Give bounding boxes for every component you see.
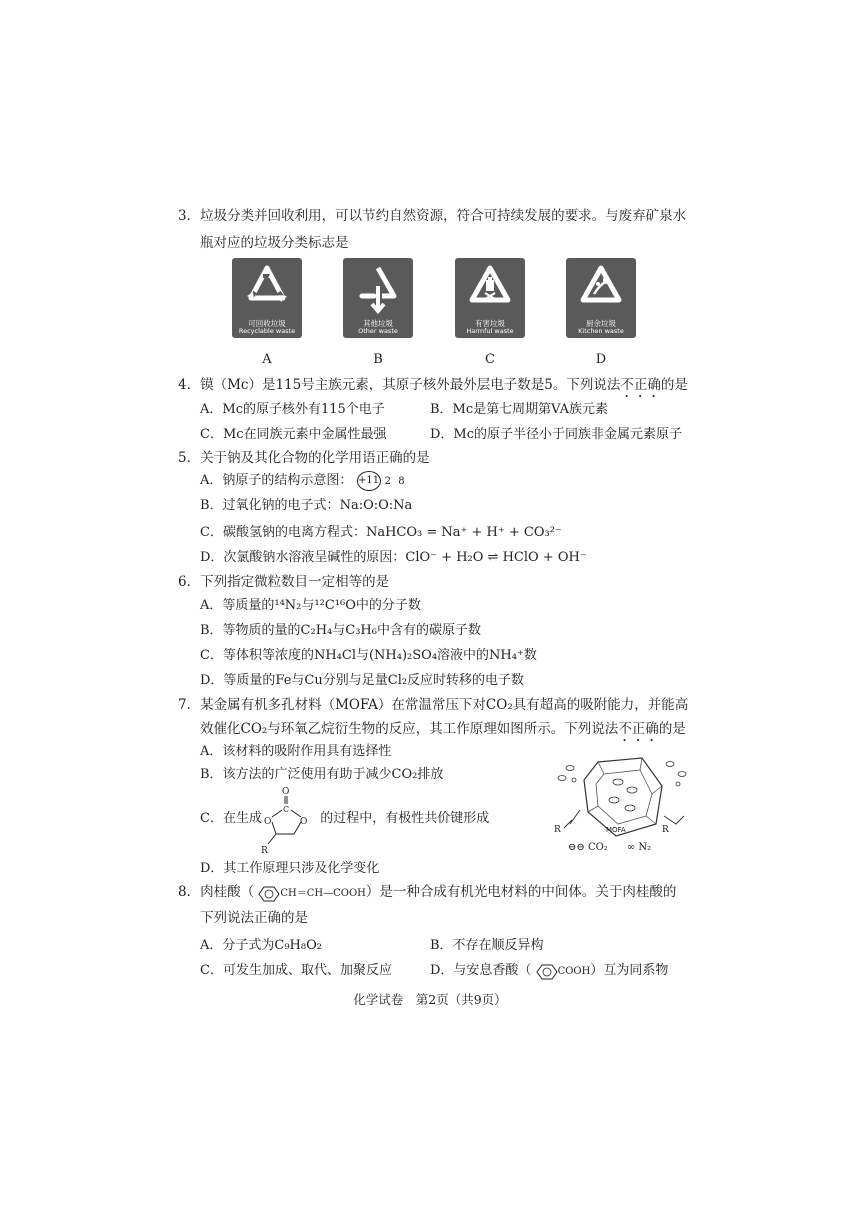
- q7-option-a: A．该材料的吸附作用具有选择性: [200, 744, 392, 759]
- legend-n2-label: N₂: [638, 842, 652, 853]
- benzene-ring-icon: [536, 964, 558, 978]
- q4-option-d: D．Mc的原子半径小于同族非金属元素原子: [430, 427, 683, 442]
- sign-label-en: Kitchen waste: [578, 327, 624, 335]
- q4-stem-tail: 的是: [660, 377, 688, 393]
- q6-option-b: B．等物质的量的C₂H₄与C₃H₆中含有的碳原子数: [200, 623, 481, 638]
- benzoic-acid-group: COOH: [557, 966, 591, 977]
- n2-molecule-icon: ∞: [626, 842, 636, 853]
- r-group-label: R: [261, 846, 268, 856]
- sign-label-en: Harmful waste: [466, 327, 514, 335]
- q8-option-d-pre: D．与安息香酸（: [430, 963, 532, 978]
- q5-option-a: [200, 470, 407, 493]
- mofa-label: MOFA: [606, 826, 626, 834]
- kitchen-waste-icon: [577, 264, 625, 314]
- sign-recyclable: [232, 258, 302, 338]
- q8-stem-line2: 下列说法正确的是: [200, 910, 308, 926]
- svg-text:C: C: [283, 805, 290, 814]
- q5-option-b-text: B．过氧化钠的电子式：: [200, 498, 340, 513]
- benzene-ring-icon: [258, 886, 280, 900]
- sign-harmful: [455, 258, 525, 338]
- r-left-label: R: [554, 825, 561, 835]
- q4-stem-text: 4．镆（Mc）是115号主族元素，其原子核外最外层电子数是5。下列说法: [178, 377, 621, 393]
- q8-stem-line1: [178, 880, 676, 906]
- recycle-icon: [243, 264, 291, 314]
- r-right-label: R: [662, 825, 669, 835]
- sign-label-en: Other waste: [358, 327, 398, 335]
- q8-option-d: [430, 960, 668, 983]
- q8-option-c: C．可发生加成、取代、加聚反应: [200, 963, 392, 978]
- q8-option-b: B．不存在顺反异构: [430, 938, 544, 953]
- svg-text:O: O: [300, 817, 308, 827]
- electron-formula: Na:O:O:Na: [339, 498, 413, 513]
- q7-emphasis: 不正确: [618, 721, 659, 737]
- q7-stem-line1: 7．某金属有机多孔材料（MOFA）在常温常压下对CO₂具有超高的吸附能力，并能高: [178, 697, 689, 713]
- q4-option-c: C．Mc在同族元素中金属性最强: [200, 427, 387, 442]
- q3-stem-line1: 3．垃圾分类并回收利用，可以节约自然资源，符合可持续发展的要求。与废弃矿泉水: [178, 208, 687, 224]
- q5-option-a-text: A．钠原子的结构示意图：: [200, 473, 353, 488]
- sign-kitchen: [566, 258, 636, 338]
- q6-option-c: C．等体积等浓度的NH₄Cl与(NH₄)₂SO₄溶液中的NH₄⁺数: [200, 648, 537, 663]
- svg-text:O: O: [264, 817, 272, 827]
- q7-option-d: D．其工作原理只涉及化学变化: [200, 861, 380, 876]
- q5-option-c: C．碳酸氢钠的电离方程式：NaHCO₃ = Na⁺ + H⁺ + CO₃²⁻: [200, 525, 562, 540]
- sign-other: [343, 258, 413, 338]
- co2-molecule-icon: ⊖⊖: [568, 842, 585, 853]
- q6-stem: 6．下列指定微粒数目一定相等的是: [178, 574, 390, 590]
- q8-option-a: A．分子式为C₉H₈O₂: [200, 938, 322, 953]
- q7-stem-tail: 的是: [658, 721, 686, 737]
- other-waste-icon: [354, 264, 402, 314]
- cyclic-carbonate-structure: [258, 784, 312, 856]
- q7-option-c: [200, 808, 489, 830]
- sign-label-cn: 厨余垃圾: [586, 319, 616, 328]
- q4-stem: [178, 373, 688, 401]
- option-letter-b: B: [373, 352, 383, 367]
- q3-stem-line2: 瓶对应的垃圾分类标志是: [200, 235, 349, 251]
- q5-stem: 5．关于钠及其化合物的化学用语正确的是: [178, 450, 430, 466]
- atom-nucleus: +11: [357, 471, 381, 491]
- q7-option-b: B．该方法的广泛使用有助于减少CO₂排放: [200, 767, 444, 782]
- q8-stem-pre: 8．肉桂酸（: [178, 884, 255, 900]
- q5-option-b: [200, 495, 412, 517]
- q7-option-c-pre: C．在生成: [200, 811, 262, 826]
- mofa-legend: [568, 842, 651, 853]
- sign-label-cn: 有害垃圾: [475, 319, 505, 328]
- page-footer: 化学试卷 第2页（共9页）: [353, 992, 507, 1007]
- cinnamic-acid-chain: CH＝CH—COOH: [280, 888, 366, 899]
- q7-stem-text: 效催化CO₂与环氧乙烷衍生物的反应，其工作原理如图所示。下列说法: [200, 721, 619, 737]
- q4-option-a: A．Mc的原子核外有115个电子: [200, 402, 385, 417]
- q4-option-b: B．Mc是第七周期第VA族元素: [430, 402, 609, 417]
- option-letter-d: D: [595, 352, 607, 367]
- svg-text:O: O: [282, 787, 290, 797]
- sign-label-en: Recyclable waste: [238, 327, 296, 335]
- option-letter-c: C: [485, 352, 495, 367]
- harmful-waste-icon: [466, 264, 514, 314]
- atom-shells: 2 8: [384, 476, 407, 487]
- sign-label-cn: 可回收垃圾: [248, 319, 286, 328]
- q4-emphasis: 不正确: [620, 377, 661, 393]
- q5-option-d: D．次氯酸钠水溶液呈碱性的原因：ClO⁻ + H₂O ⇌ HClO + OH⁻: [200, 550, 587, 565]
- waste-sign-group: [230, 258, 650, 366]
- q8-option-d-post: ）互为同系物: [590, 963, 669, 978]
- sign-label-cn: 其他垃圾: [363, 319, 393, 328]
- q7-option-c-post: 的过程中，有极性共价键形成: [320, 811, 490, 826]
- option-letter-a: A: [262, 352, 272, 367]
- q8-stem-post: ）是一种合成有机光电材料的中间体。关于肉桂酸的: [365, 884, 677, 900]
- q6-option-d: D．等质量的Fe与Cu分别与足量Cl₂反应时转移的电子数: [200, 673, 525, 688]
- q6-option-a: A．等质量的¹⁴N₂与¹²C¹⁶O中的分子数: [200, 598, 421, 613]
- legend-co2-label: CO₂: [587, 842, 608, 853]
